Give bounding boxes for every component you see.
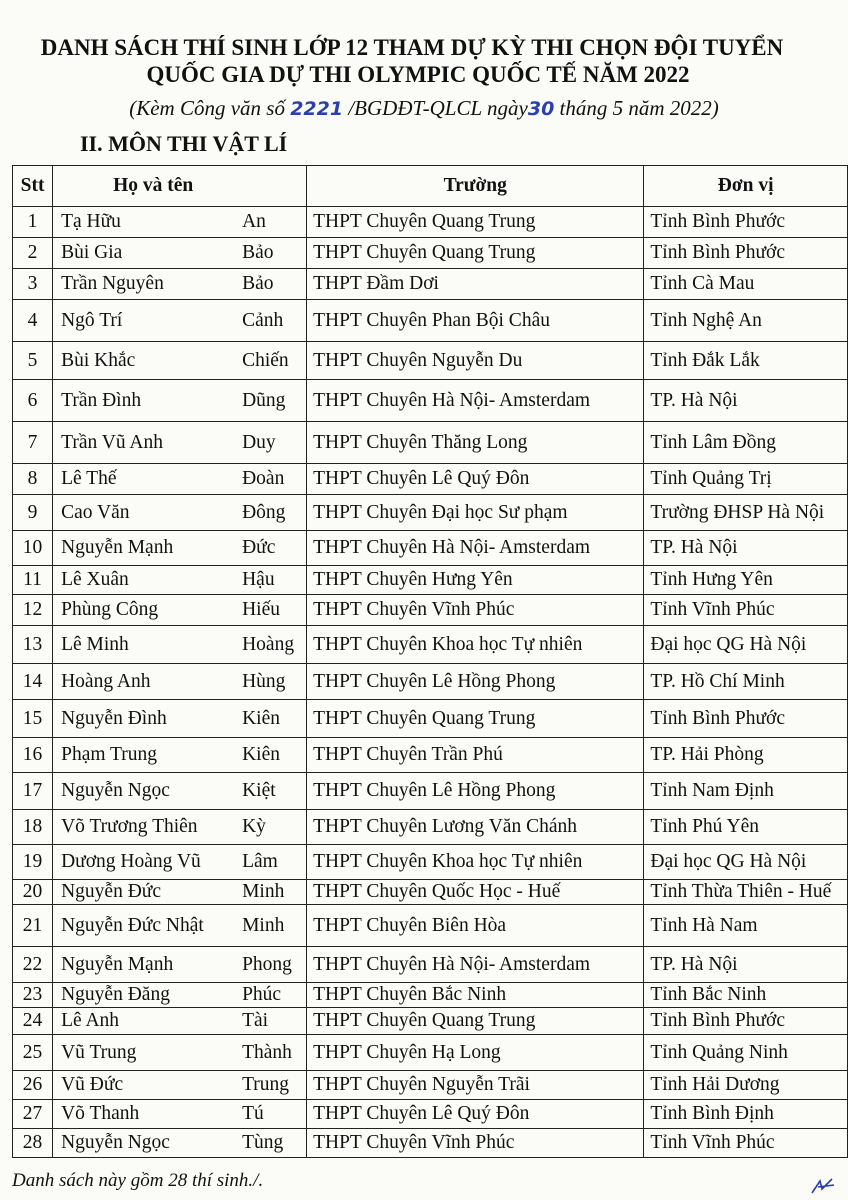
table-row <box>13 495 848 531</box>
cell-name-first: Hoàng Anh <box>61 670 151 692</box>
cell-name-given: Lâm <box>242 851 278 872</box>
cell-name-given: Dũng <box>242 389 286 411</box>
cell-name <box>53 300 307 342</box>
cell-name-given: Phúc <box>242 984 282 1005</box>
cell-unit: Tỉnh Hưng Yên <box>644 566 848 595</box>
cell-stt: 16 <box>13 738 53 773</box>
cell-stt: 14 <box>13 664 53 700</box>
table-row <box>13 1035 848 1071</box>
cell-school: THPT Chuyên Vĩnh Phúc <box>307 595 644 626</box>
cell-school: THPT Chuyên Nguyễn Du <box>307 342 644 380</box>
table-row <box>13 1129 848 1158</box>
reference-middle: /BGDĐT-QLCL ngày <box>343 96 528 120</box>
cell-name-first: Nguyễn Đức <box>61 881 162 902</box>
cell-name-first: Nguyễn Đình <box>61 707 167 729</box>
cell-name-first: Cao Văn <box>61 501 130 523</box>
cell-name-first: Lê Xuân <box>61 569 129 590</box>
cell-name-first: Võ Thanh <box>61 1103 140 1124</box>
cell-school: THPT Chuyên Quang Trung <box>307 700 644 738</box>
cell-unit: Tỉnh Bắc Ninh <box>644 983 848 1008</box>
handwritten-document-number: 2221 <box>290 98 344 120</box>
cell-name-first: Trần Vũ Anh <box>61 431 163 453</box>
cell-stt: 23 <box>13 983 53 1008</box>
cell-school: THPT Chuyên Quốc Học - Huế <box>307 880 644 905</box>
cell-stt: 28 <box>13 1129 53 1158</box>
cell-name-first: Vũ Đức <box>61 1074 124 1095</box>
cell-name <box>53 1008 307 1035</box>
cell-unit: Trường ĐHSP Hà Nội <box>644 495 848 531</box>
cell-name-given: Kiệt <box>242 780 276 801</box>
table-row <box>13 422 848 464</box>
cell-name-given: Tú <box>242 1103 264 1124</box>
table-row <box>13 845 848 880</box>
cell-name <box>53 1035 307 1071</box>
cell-school: THPT Chuyên Lê Hồng Phong <box>307 664 644 700</box>
cell-name-given: Hậu <box>242 569 275 590</box>
cell-stt: 25 <box>13 1035 53 1071</box>
cell-name <box>53 773 307 810</box>
cell-unit: Tỉnh Vĩnh Phúc <box>644 595 848 626</box>
cell-stt: 3 <box>13 269 53 300</box>
cell-name <box>53 664 307 700</box>
cell-school: THPT Chuyên Vĩnh Phúc <box>307 1129 644 1158</box>
cell-stt: 15 <box>13 700 53 738</box>
header-stt: Stt <box>13 166 53 207</box>
cell-name <box>53 947 307 983</box>
cell-school: THPT Chuyên Hà Nội- Amsterdam <box>307 380 644 422</box>
cell-name-given: Đông <box>242 501 286 523</box>
cell-stt: 26 <box>13 1071 53 1100</box>
cell-name-given: Kiên <box>242 744 280 765</box>
cell-name-given: Minh <box>242 914 285 936</box>
cell-school: THPT Chuyên Biên Hòa <box>307 905 644 947</box>
cell-unit: TP. Hà Nội <box>644 947 848 983</box>
table-row <box>13 531 848 566</box>
table-row <box>13 810 848 845</box>
reference-prefix: (Kèm Công văn số <box>129 96 291 120</box>
cell-unit: Tỉnh Bình Phước <box>644 700 848 738</box>
cell-school: THPT Chuyên Hà Nội- Amsterdam <box>307 531 644 566</box>
cell-school: THPT Chuyên Bắc Ninh <box>307 983 644 1008</box>
cell-unit: Đại học QG Hà Nội <box>644 845 848 880</box>
cell-unit: Tỉnh Hải Dương <box>644 1071 848 1100</box>
cell-name-given: Tài <box>242 1010 269 1031</box>
header-unit: Đơn vị <box>644 166 848 207</box>
cell-name-given: Cảnh <box>242 309 284 331</box>
cell-school: THPT Chuyên Lê Hồng Phong <box>307 773 644 810</box>
table-body <box>13 207 848 1158</box>
cell-name <box>53 422 307 464</box>
cell-school: THPT Chuyên Lương Văn Chánh <box>307 810 644 845</box>
document-title-line-2: QUỐC GIA DỰ THI OLYMPIC QUỐC TẾ NĂM 2022 <box>146 62 690 87</box>
cell-unit: Tỉnh Bình Phước <box>644 1008 848 1035</box>
cell-name <box>53 905 307 947</box>
cell-stt: 20 <box>13 880 53 905</box>
cell-unit: Tỉnh Hà Nam <box>644 905 848 947</box>
cell-name-first: Nguyễn Ngọc <box>61 780 170 801</box>
document-reference <box>0 96 848 121</box>
cell-stt: 8 <box>13 464 53 495</box>
cell-unit: Tỉnh Nam Định <box>644 773 848 810</box>
cell-unit: Tỉnh Nghệ An <box>644 300 848 342</box>
cell-unit: Tỉnh Quảng Ninh <box>644 1035 848 1071</box>
table-row <box>13 566 848 595</box>
cell-name-first: Trần Đình <box>61 389 142 411</box>
cell-stt: 4 <box>13 300 53 342</box>
cell-school: THPT Đầm Dơi <box>307 269 644 300</box>
cell-unit: Tỉnh Lâm Đồng <box>644 422 848 464</box>
cell-name <box>53 269 307 300</box>
cell-name <box>53 1129 307 1158</box>
footer-note: Danh sách này gồm 28 thí sinh./. <box>12 1170 264 1191</box>
cell-name <box>53 1071 307 1100</box>
cell-name <box>53 495 307 531</box>
cell-unit: Tỉnh Vĩnh Phúc <box>644 1129 848 1158</box>
table-row <box>13 342 848 380</box>
section-heading: II. MÔN THI VẬT LÍ <box>80 131 288 156</box>
cell-stt: 21 <box>13 905 53 947</box>
document-title-line-1: DANH SÁCH THÍ SINH LỚP 12 THAM DỰ KỲ THI CHỌN ĐỘI TUYỂN <box>40 35 784 60</box>
cell-name-given: Duy <box>242 431 276 453</box>
cell-stt: 1 <box>13 207 53 238</box>
cell-stt: 2 <box>13 238 53 269</box>
cell-name <box>53 464 307 495</box>
cell-name <box>53 845 307 880</box>
cell-unit: TP. Hà Nội <box>644 531 848 566</box>
cell-unit: Tỉnh Bình Phước <box>644 238 848 269</box>
cell-name-given: Bảo <box>242 273 274 294</box>
cell-name-first: Nguyễn Mạnh <box>61 953 174 975</box>
candidate-table <box>12 165 848 1158</box>
cell-name-first: Lê Minh <box>61 633 129 655</box>
cell-name-first: Tạ Hữu <box>61 211 121 232</box>
cell-name <box>53 1100 307 1129</box>
cell-stt: 27 <box>13 1100 53 1129</box>
cell-stt: 19 <box>13 845 53 880</box>
cell-school: THPT Chuyên Khoa học Tự nhiên <box>307 845 644 880</box>
cell-name-first: Nguyễn Đăng <box>61 984 170 1005</box>
cell-name-given: Chiến <box>242 349 289 371</box>
cell-school: THPT Chuyên Phan Bội Châu <box>307 300 644 342</box>
cell-name <box>53 531 307 566</box>
cell-name-given: An <box>242 211 266 232</box>
cell-school: THPT Chuyên Khoa học Tự nhiên <box>307 626 644 664</box>
cell-school: THPT Chuyên Đại học Sư phạm <box>307 495 644 531</box>
table-row <box>13 464 848 495</box>
cell-name-first: Phạm Trung <box>61 744 158 765</box>
cell-school: THPT Chuyên Quang Trung <box>307 207 644 238</box>
cell-stt: 10 <box>13 531 53 566</box>
cell-name-given: Kỳ <box>242 816 266 837</box>
cell-school: THPT Chuyên Lê Quý Đôn <box>307 1100 644 1129</box>
table-row <box>13 905 848 947</box>
cell-name-first: Vũ Trung <box>61 1041 137 1063</box>
cell-unit: Đại học QG Hà Nội <box>644 626 848 664</box>
handwritten-day: 30 <box>527 98 555 120</box>
cell-stt: 6 <box>13 380 53 422</box>
cell-name-first: Phùng Công <box>61 599 159 620</box>
cell-school: THPT Chuyên Quang Trung <box>307 1008 644 1035</box>
table-row <box>13 269 848 300</box>
table-row <box>13 1008 848 1035</box>
cell-name-first: Trần Nguyên <box>61 273 164 294</box>
table-row <box>13 595 848 626</box>
table-row <box>13 380 848 422</box>
table-row <box>13 626 848 664</box>
cell-name-given: Minh <box>242 881 285 902</box>
cell-stt: 17 <box>13 773 53 810</box>
cell-unit: Tỉnh Bình Phước <box>644 207 848 238</box>
cell-school: THPT Chuyên Nguyễn Trãi <box>307 1071 644 1100</box>
cell-name-first: Bùi Gia <box>61 242 123 263</box>
table-row <box>13 664 848 700</box>
cell-school: THPT Chuyên Quang Trung <box>307 238 644 269</box>
table-row <box>13 947 848 983</box>
cell-stt: 5 <box>13 342 53 380</box>
cell-name-first: Nguyễn Mạnh <box>61 537 174 558</box>
table-row <box>13 880 848 905</box>
cell-name-first: Ngô Trí <box>61 309 123 331</box>
cell-name-given: Hiếu <box>242 599 280 620</box>
cell-school: THPT Chuyên Hạ Long <box>307 1035 644 1071</box>
cell-name <box>53 983 307 1008</box>
cell-stt: 22 <box>13 947 53 983</box>
cell-school: THPT Chuyên Trần Phú <box>307 738 644 773</box>
cell-unit: Tỉnh Phú Yên <box>644 810 848 845</box>
cell-name <box>53 700 307 738</box>
cell-name <box>53 207 307 238</box>
cell-name-given: Thành <box>242 1041 292 1063</box>
cell-name <box>53 595 307 626</box>
cell-school: THPT Chuyên Hưng Yên <box>307 566 644 595</box>
cell-name-given: Bảo <box>242 242 274 263</box>
cell-school: THPT Chuyên Thăng Long <box>307 422 644 464</box>
table-row <box>13 983 848 1008</box>
cell-unit: TP. Hồ Chí Minh <box>644 664 848 700</box>
cell-unit: Tỉnh Đắk Lắk <box>644 342 848 380</box>
cell-unit: TP. Hải Phòng <box>644 738 848 773</box>
cell-name-given: Hùng <box>242 670 286 692</box>
cell-name-given: Tùng <box>242 1132 284 1153</box>
table-row <box>13 1071 848 1100</box>
cell-name <box>53 810 307 845</box>
cell-unit: Tỉnh Cà Mau <box>644 269 848 300</box>
cell-name-first: Võ Trương Thiên <box>61 816 198 837</box>
table-row <box>13 1100 848 1129</box>
table-row <box>13 700 848 738</box>
cell-name-first: Bùi Khắc <box>61 349 136 371</box>
cell-name-given: Kiên <box>242 707 280 729</box>
cell-name <box>53 626 307 664</box>
cell-school: THPT Chuyên Lê Quý Đôn <box>307 464 644 495</box>
table-row <box>13 738 848 773</box>
table-row <box>13 207 848 238</box>
cell-unit: Tỉnh Bình Định <box>644 1100 848 1129</box>
cell-name <box>53 238 307 269</box>
cell-stt: 13 <box>13 626 53 664</box>
header-school: Trường <box>307 166 644 207</box>
table-row <box>13 773 848 810</box>
cell-school: THPT Chuyên Hà Nội- Amsterdam <box>307 947 644 983</box>
cell-stt: 9 <box>13 495 53 531</box>
cell-name-given: Đoàn <box>242 468 285 489</box>
cell-name-first: Nguyễn Ngọc <box>61 1132 170 1153</box>
cell-unit: Tỉnh Thừa Thiên - Huế <box>644 880 848 905</box>
cell-name <box>53 380 307 422</box>
cell-stt: 11 <box>13 566 53 595</box>
reference-suffix: tháng 5 năm 2022) <box>554 96 719 120</box>
cell-name-given: Đức <box>242 537 276 558</box>
cell-name-first: Nguyễn Đức Nhật <box>61 914 204 936</box>
cell-stt: 24 <box>13 1008 53 1035</box>
table-header-row <box>13 166 848 207</box>
cell-name <box>53 566 307 595</box>
cell-name-first: Dương Hoàng Vũ <box>61 851 201 872</box>
cell-name <box>53 738 307 773</box>
cell-stt: 7 <box>13 422 53 464</box>
cell-name <box>53 342 307 380</box>
cell-name <box>53 880 307 905</box>
cell-name-first: Lê Thế <box>61 468 117 489</box>
cell-name-given: Phong <box>242 953 292 975</box>
header-name: Họ và tên <box>53 166 307 207</box>
cell-name-given: Trung <box>242 1074 290 1095</box>
cell-name-given: Hoàng <box>242 633 295 655</box>
signature-mark <box>808 1175 838 1197</box>
cell-unit: TP. Hà Nội <box>644 380 848 422</box>
cell-name-first: Lê Anh <box>61 1010 120 1031</box>
table-row <box>13 300 848 342</box>
cell-unit: Tỉnh Quảng Trị <box>644 464 848 495</box>
cell-stt: 18 <box>13 810 53 845</box>
cell-stt: 12 <box>13 595 53 626</box>
table-row <box>13 238 848 269</box>
